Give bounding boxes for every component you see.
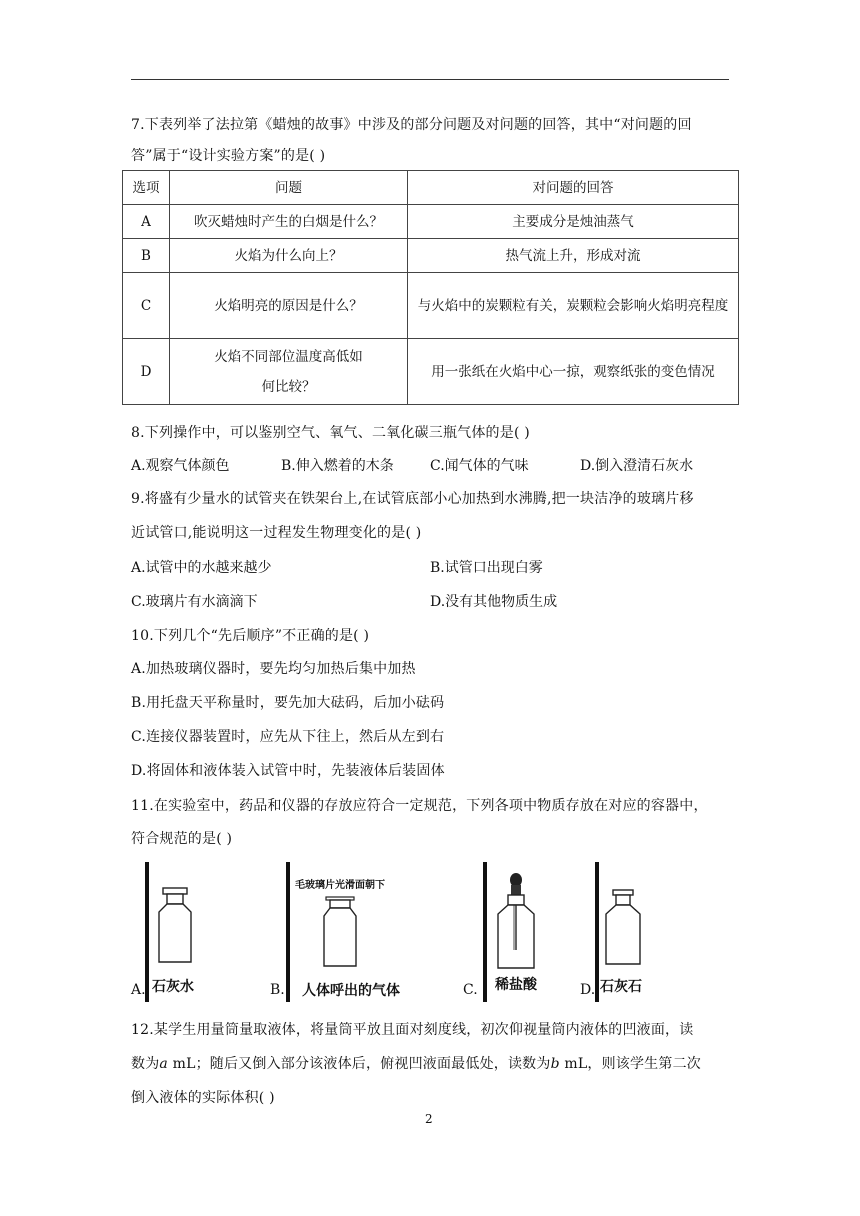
header-rule bbox=[131, 79, 729, 80]
q8-option-c: C.闻气体的气味 bbox=[430, 458, 529, 474]
table-row bbox=[123, 205, 739, 239]
table-row bbox=[123, 339, 739, 405]
figure-label: 稀盐酸 bbox=[495, 977, 537, 993]
row-answer: 与火焰中的炭颗粒有关，炭颗粒会影响火焰明亮程度 bbox=[408, 273, 739, 339]
q8-option-d: D.倒入澄清石灰水 bbox=[580, 458, 694, 474]
row-option: D bbox=[123, 339, 170, 405]
dropper-bottle-icon bbox=[491, 872, 541, 970]
q8-option-a: A.观察气体颜色 bbox=[131, 458, 230, 474]
row-option: A bbox=[123, 205, 170, 239]
header-question: 问题 bbox=[170, 171, 408, 205]
shelf-bar bbox=[145, 862, 149, 1002]
q10-option-d: D.将固体和液体装入试管中时，先装液体后装固体 bbox=[131, 763, 445, 779]
figure-label: 石灰石 bbox=[600, 979, 642, 995]
q9-option-a: A.试管中的水越来越少 bbox=[131, 560, 272, 576]
shelf-bar bbox=[286, 862, 290, 1002]
figure-note: 毛玻璃片光滑面朝下 bbox=[295, 880, 385, 891]
shelf-bar bbox=[595, 862, 599, 1002]
figure-b bbox=[270, 862, 430, 1002]
q12-text: mL；随后又倒入部分该液体后，俯视凹液面最低处，读数为 bbox=[167, 1056, 551, 1072]
figure-c bbox=[463, 862, 573, 1002]
q10-stem: 10.下列几个“先后顺序”不正确的是( ) bbox=[131, 628, 370, 644]
q9-option-d: D.没有其他物质生成 bbox=[430, 594, 558, 610]
figure-letter: C. bbox=[463, 982, 478, 998]
row-answer: 用一张纸在火焰中心一掠，观察纸张的变色情况 bbox=[408, 339, 739, 405]
q10-option-c: C.连接仪器装置时，应先从下往上，然后从左到右 bbox=[131, 729, 445, 745]
figure-letter: D. bbox=[580, 982, 596, 998]
q8-stem: 8.下列操作中，可以鉴别空气、氧气、二氧化碳三瓶气体的是( ) bbox=[131, 425, 530, 441]
q9-stem-line2: 近试管口,能说明这一过程发生物理变化的是( ) bbox=[131, 525, 422, 541]
figure-label: 石灰水 bbox=[152, 979, 194, 995]
q7-stem-line1: 7.下表列举了法拉第《蜡烛的故事》中涉及的部分问题及对问题的回答，其中“对问题的回 bbox=[131, 117, 692, 133]
q12-text: mL，则该学生第二次 bbox=[559, 1056, 701, 1072]
narrow-mouth-bottle-icon bbox=[601, 888, 645, 968]
row-question: 吹灭蜡烛时产生的白烟是什么？ bbox=[170, 205, 408, 239]
q7-stem-line2: 答”属于“设计实验方案”的是( ) bbox=[131, 148, 326, 164]
q9-option-c: C.玻璃片有水滴滴下 bbox=[131, 594, 258, 610]
q10-option-b: B.用托盘天平称量时，要先加大砝码，后加小砝码 bbox=[131, 695, 445, 711]
q7-table bbox=[122, 170, 739, 405]
q12-stem-line3: 倒入液体的实际体积( ) bbox=[131, 1090, 275, 1106]
row-question: 火焰明亮的原因是什么？ bbox=[170, 273, 408, 339]
row-answer: 热气流上升，形成对流 bbox=[408, 239, 739, 273]
narrow-mouth-bottle-with-stopper-icon bbox=[153, 886, 197, 966]
shelf-bar bbox=[483, 862, 487, 1002]
q9-stem-line1: 9.将盛有少量水的试管夹在铁架台上,在试管底部小心加热到水沸腾,把一块洁净的玻璃片移 bbox=[131, 491, 694, 507]
row-option: C bbox=[123, 273, 170, 339]
header-answer: 对问题的回答 bbox=[408, 171, 739, 205]
q9-option-b: B.试管口出现白雾 bbox=[430, 560, 543, 576]
q12-variable-a: a bbox=[159, 1056, 168, 1072]
row-answer: 主要成分是烛油蒸气 bbox=[408, 205, 739, 239]
figure-letter: A. bbox=[131, 982, 146, 998]
gas-jar-with-glass-plate-icon bbox=[316, 896, 364, 968]
row-question: 火焰为什么向上？ bbox=[170, 239, 408, 273]
header-option: 选项 bbox=[123, 171, 170, 205]
figure-a bbox=[131, 862, 261, 1002]
figure-d bbox=[580, 862, 690, 1002]
table-header-row bbox=[123, 171, 739, 205]
table-row bbox=[123, 273, 739, 339]
row-question: 火焰不同部位温度高低如何比较？ bbox=[170, 339, 408, 405]
q12-text: 数为 bbox=[131, 1056, 160, 1072]
q12-stem-line1: 12.某学生用量筒量取液体，将量筒平放且面对刻度线，初次仰视量筒内液体的凹液面，读 bbox=[131, 1022, 694, 1038]
figure-letter: B. bbox=[270, 982, 285, 998]
q8-option-b: B.伸入燃着的木条 bbox=[281, 458, 394, 474]
q12-variable-b: b bbox=[550, 1056, 560, 1072]
q11-stem-line1: 11.在实验室中，药品和仪器的存放应符合一定规范，下列各项中物质存放在对应的容器中， bbox=[131, 798, 708, 814]
q11-stem-line2: 符合规范的是( ) bbox=[131, 831, 233, 847]
row-option: B bbox=[123, 239, 170, 273]
page-number: 2 bbox=[425, 1112, 433, 1126]
table-row bbox=[123, 239, 739, 273]
q10-option-a: A.加热玻璃仪器时，要先均匀加热后集中加热 bbox=[131, 661, 416, 677]
q12-stem-line2 bbox=[131, 1053, 701, 1073]
figure-label: 人体呼出的气体 bbox=[302, 983, 400, 999]
